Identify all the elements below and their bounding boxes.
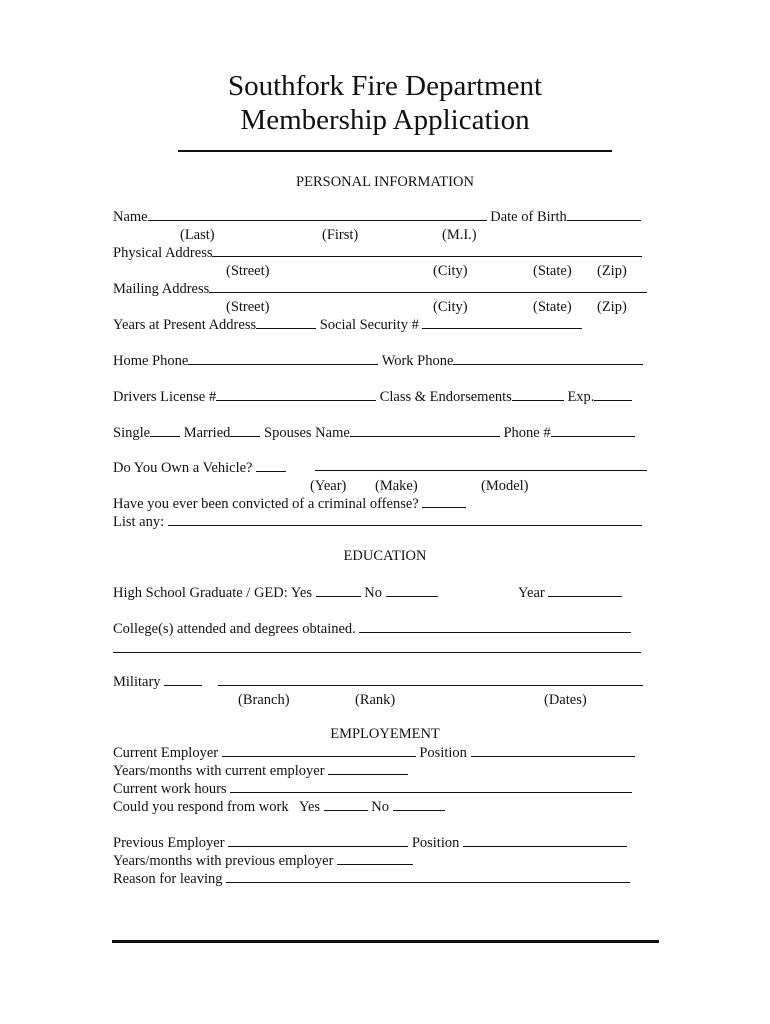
form-title-line1: Southfork Fire Department xyxy=(227,70,543,102)
reason-leaving-row xyxy=(113,870,630,888)
physical-address-field[interactable] xyxy=(212,244,642,257)
current-employer-label: Current Employer xyxy=(113,745,219,761)
license-exp-field[interactable] xyxy=(594,388,632,401)
years-current-field[interactable] xyxy=(328,762,408,775)
marital-row xyxy=(113,424,635,442)
years-previous-row xyxy=(113,852,413,870)
reason-leaving-label: Reason for leaving xyxy=(113,871,223,887)
work-phone-label: Work Phone xyxy=(381,353,454,369)
years-previous-field[interactable] xyxy=(337,852,413,865)
current-position-field[interactable] xyxy=(471,744,635,757)
married-field[interactable] xyxy=(230,424,260,437)
list-any-row xyxy=(113,513,642,531)
bottom-rule xyxy=(112,940,659,943)
mailing-address-field[interactable] xyxy=(209,280,647,293)
years-current-row xyxy=(113,762,408,780)
convicted-label: Have you ever been convicted of a criminal offense? xyxy=(113,496,419,512)
list-any-field[interactable] xyxy=(168,513,642,526)
work-hours-label: Current work hours xyxy=(113,781,227,797)
drivers-license-label: Drivers License # xyxy=(113,389,217,405)
title-underline xyxy=(178,150,612,152)
college-field-continued[interactable] xyxy=(113,640,641,653)
married-label: Married xyxy=(183,425,231,441)
form-title-line2: Membership Application xyxy=(240,104,530,136)
license-row xyxy=(113,388,632,406)
mailing-city-caption: (City) xyxy=(433,299,468,315)
current-position-label: Position xyxy=(419,745,467,761)
section-heading-employment: EMPLOYEMENT xyxy=(330,726,440,742)
work-hours-row xyxy=(113,780,632,798)
respond-no-field[interactable] xyxy=(393,798,445,811)
name-first-caption: (First) xyxy=(322,227,359,243)
physical-address-row xyxy=(113,244,642,262)
military-rank-caption: (Rank) xyxy=(355,692,396,708)
mailing-state-caption: (State) xyxy=(533,299,572,315)
name-last-caption: (Last) xyxy=(180,227,215,243)
graduation-year-field[interactable] xyxy=(548,584,622,597)
respond-yes-field[interactable] xyxy=(324,798,368,811)
physical-address-label: Physical Address xyxy=(113,245,213,261)
vehicle-details-field[interactable] xyxy=(315,458,647,471)
previous-employer-label: Previous Employer xyxy=(113,835,225,851)
home-phone-field[interactable] xyxy=(188,352,378,365)
vehicle-model-caption: (Model) xyxy=(481,478,529,494)
class-endorsements-field[interactable] xyxy=(512,388,564,401)
name-row xyxy=(113,208,641,226)
years-current-label: Years/months with current employer xyxy=(113,763,325,779)
vehicle-make-caption: (Make) xyxy=(375,478,418,494)
mailing-street-caption: (Street) xyxy=(226,299,270,315)
previous-employer-row xyxy=(113,834,627,852)
vehicle-year-caption: (Year) xyxy=(310,478,347,494)
spouse-phone-field[interactable] xyxy=(551,424,635,437)
years-at-address-field[interactable] xyxy=(256,316,316,329)
college-field[interactable] xyxy=(359,620,631,633)
convicted-field[interactable] xyxy=(422,495,466,508)
high-school-no-label: No xyxy=(364,585,382,601)
years-previous-label: Years/months with previous employer xyxy=(113,853,334,869)
high-school-label: High School Graduate / GED: Yes xyxy=(113,585,312,601)
reason-leaving-field[interactable] xyxy=(226,870,630,883)
previous-position-label: Position xyxy=(411,835,460,851)
previous-employer-field[interactable] xyxy=(228,834,408,847)
military-details-field[interactable] xyxy=(218,673,643,686)
work-hours-field[interactable] xyxy=(230,780,632,793)
convicted-row xyxy=(113,495,466,513)
military-yes-no-field[interactable] xyxy=(164,673,202,686)
dob-label: Date of Birth xyxy=(490,209,567,225)
respond-yes-label: Yes xyxy=(298,799,321,815)
physical-city-caption: (City) xyxy=(433,263,468,279)
spouse-name-field[interactable] xyxy=(350,424,500,437)
current-employer-row xyxy=(113,744,635,762)
current-employer-field[interactable] xyxy=(222,744,416,757)
name-label: Name xyxy=(113,209,148,225)
college-row xyxy=(113,620,631,638)
single-label: Single xyxy=(113,425,151,441)
class-endorsements-label: Class & Endorsements xyxy=(379,389,512,405)
dob-field[interactable] xyxy=(567,208,641,221)
single-field[interactable] xyxy=(150,424,180,437)
college-label: College(s) attended and degrees obtained. xyxy=(113,621,356,637)
section-heading-education: EDUCATION xyxy=(343,548,427,564)
previous-position-field[interactable] xyxy=(463,834,627,847)
military-label: Military xyxy=(113,674,161,690)
high-school-no-field[interactable] xyxy=(386,584,438,597)
vehicle-label: Do You Own a Vehicle? xyxy=(113,460,253,476)
work-phone-field[interactable] xyxy=(453,352,643,365)
military-row xyxy=(113,673,202,691)
vehicle-yes-no-field[interactable] xyxy=(256,459,286,472)
respond-from-work-label: Could you respond from work xyxy=(113,799,289,815)
physical-state-caption: (State) xyxy=(533,263,572,279)
mailing-address-row xyxy=(113,280,647,298)
vehicle-row xyxy=(113,459,286,477)
physical-zip-caption: (Zip) xyxy=(597,263,627,279)
high-school-yes-field[interactable] xyxy=(316,584,361,597)
ssn-field[interactable] xyxy=(422,316,582,329)
physical-street-caption: (Street) xyxy=(226,263,270,279)
name-field[interactable] xyxy=(148,208,487,221)
ssn-label: Social Security # xyxy=(319,317,419,333)
years-ssn-row xyxy=(113,316,582,334)
years-at-address-label: Years at Present Address xyxy=(113,317,257,333)
military-dates-caption: (Dates) xyxy=(544,692,587,708)
spouse-name-label: Spouses Name xyxy=(264,425,350,441)
mailing-zip-caption: (Zip) xyxy=(597,299,627,315)
drivers-license-field[interactable] xyxy=(216,388,376,401)
graduation-year-label: Year xyxy=(518,585,545,601)
respond-no-label: No xyxy=(371,799,390,815)
phones-row xyxy=(113,352,643,370)
high-school-row xyxy=(113,584,438,602)
section-heading-personal: PERSONAL INFORMATION xyxy=(296,174,474,190)
license-exp-label: Exp. xyxy=(567,389,595,405)
list-any-label: List any: xyxy=(113,514,165,530)
respond-from-work-row xyxy=(113,798,445,816)
home-phone-label: Home Phone xyxy=(113,353,189,369)
mailing-address-label: Mailing Address xyxy=(113,281,210,297)
name-mi-caption: (M.I.) xyxy=(442,227,477,243)
graduation-year-row xyxy=(518,584,622,602)
military-branch-caption: (Branch) xyxy=(238,692,290,708)
spouse-phone-label: Phone # xyxy=(503,425,551,441)
